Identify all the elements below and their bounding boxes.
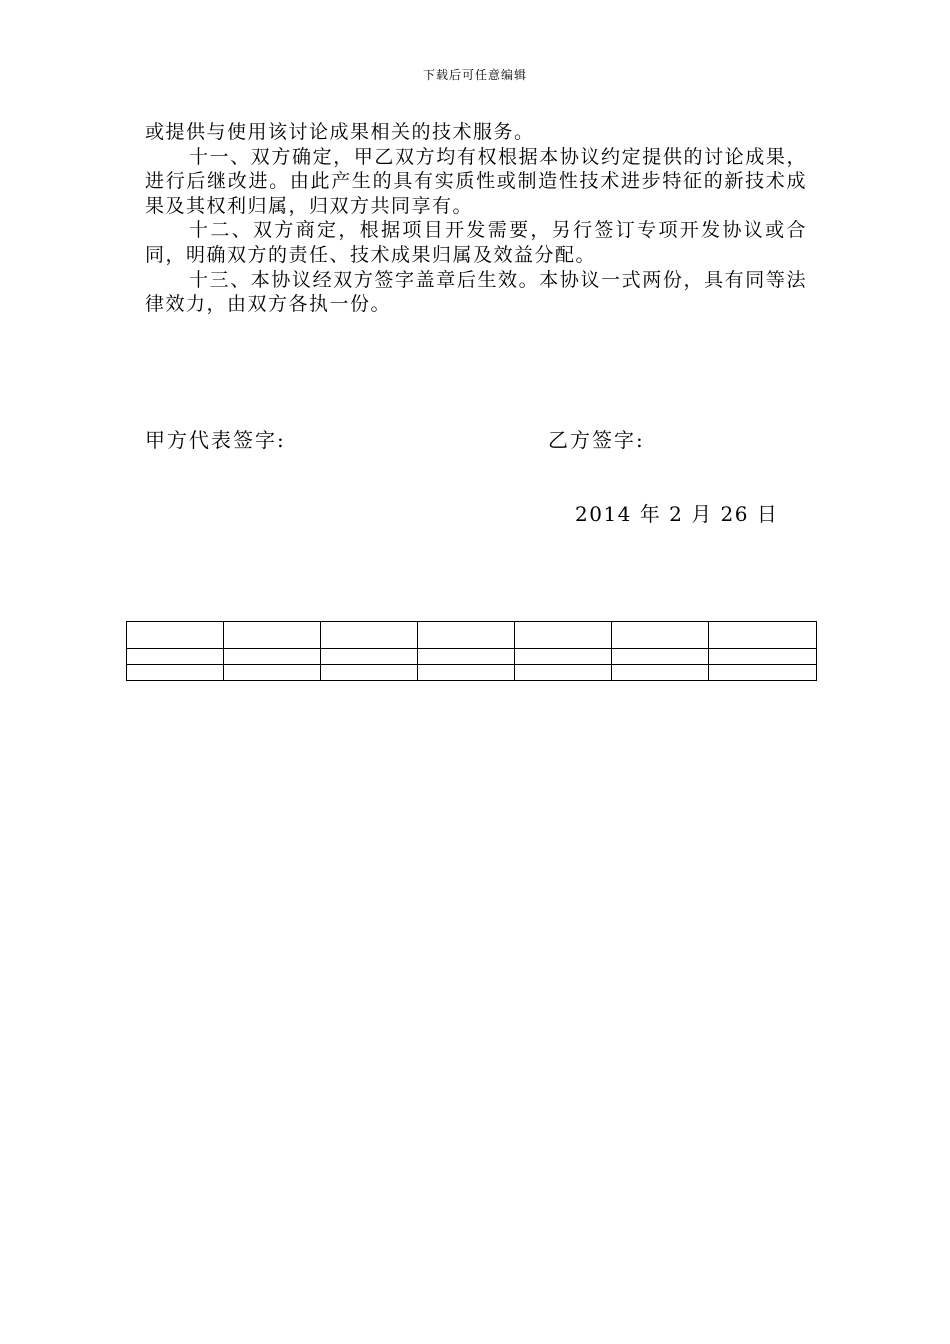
table-cell [612,665,709,681]
table-cell [127,622,224,649]
table-cell [224,649,321,665]
signing-date: 2014 年 2 月 26 日 [575,502,779,526]
table-cell [321,649,418,665]
clause-13: 十三、本协议经双方签字盖章后生效。本协议一式两份，具有同等法律效力，由双方各执一份。 [145,268,807,316]
table-cell [224,665,321,681]
clause-11: 十一、双方确定，甲乙双方均有权根据本协议约定提供的讨论成果，进行后继改进。由此产生的具有实质性或制造性技术进步特征的新技术成果及其权利归属，归双方共同享有。 [145,145,807,217]
party-b-signature-label: 乙方签字: [548,428,645,452]
table-cell [224,622,321,649]
blank-table [126,621,817,681]
table-cell [127,649,224,665]
party-a-signature-label: 甲方代表签字: [145,428,286,452]
table-cell [515,622,612,649]
table-cell [418,649,515,665]
table-cell [612,649,709,665]
table-cell [515,665,612,681]
agreement-body [145,120,807,317]
table-cell [418,665,515,681]
table-cell [709,665,817,681]
table-row [127,649,817,665]
table-cell [321,622,418,649]
table-row [127,665,817,681]
table-cell [321,665,418,681]
clause-12: 十二、双方商定，根据项目开发需要，另行签订专项开发协议或合同，明确双方的责任、技术成果归属及效益分配。 [145,219,807,266]
table-cell [709,649,817,665]
table-cell [612,622,709,649]
table-cell [515,649,612,665]
table-cell [709,622,817,649]
table-cell [418,622,515,649]
header-note: 下载后可任意编辑 [422,68,527,82]
paragraph-continuation: 或提供与使用该讨论成果相关的技术服务。 [145,121,535,143]
table-cell [127,665,224,681]
table-row [127,622,817,649]
